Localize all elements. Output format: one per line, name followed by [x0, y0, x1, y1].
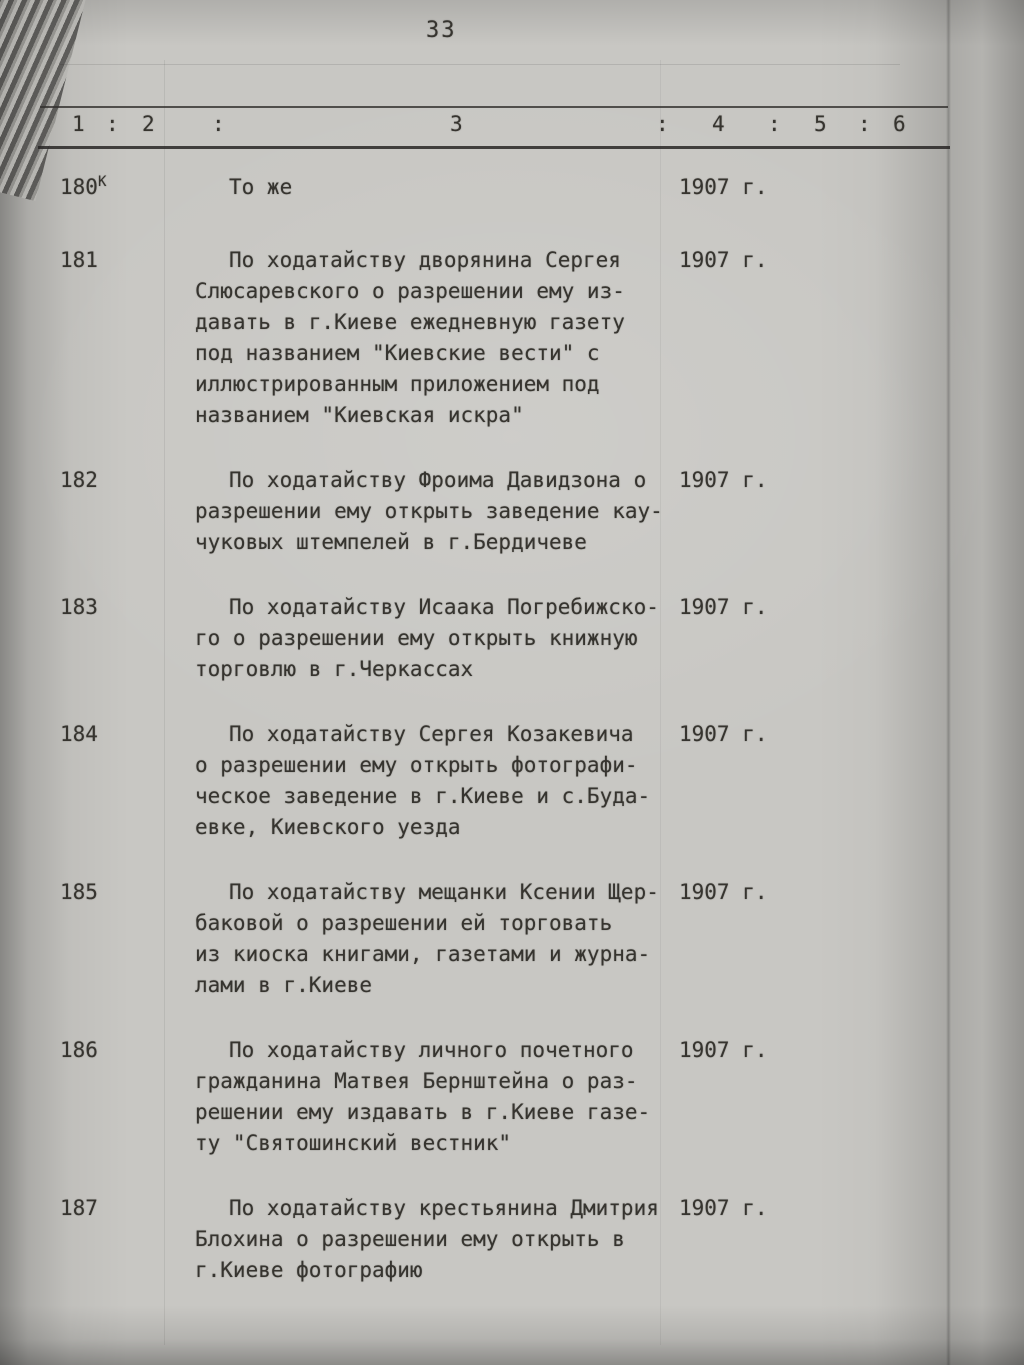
entry-text-line: евке, Киевского уезда: [195, 815, 461, 839]
table-header-rule-top: [40, 106, 948, 108]
entry-year: 1907 г.: [679, 880, 768, 904]
entry-row: [40, 719, 984, 843]
entry-text-line: иллюстрированным приложением под: [195, 372, 600, 396]
entry-number: [40, 1035, 195, 1159]
entry-row: [40, 1035, 984, 1159]
entry-text-line: из киоска книгами, газетами и журна-: [195, 942, 651, 966]
entry-text-line: По ходатайству мещанки Ксении Щер-: [229, 880, 659, 904]
entry-text-line: давать в г.Киеве ежедневную газету: [195, 310, 625, 334]
table-header-rule-bottom: [38, 146, 950, 149]
entry-text-line: По ходатайству крестьянина Дмитрия: [229, 1196, 659, 1220]
entry-number-text: 185: [60, 880, 98, 904]
entry-year: 1907 г.: [679, 175, 768, 199]
entry-text-line: под названием "Киевские вести" с: [195, 341, 600, 365]
entry-text-line: баковой о разрешении ей торговать: [195, 911, 613, 935]
entry-text-line: По ходатайству Сергея Козакевича: [229, 722, 634, 746]
entry-number: [40, 465, 195, 558]
entry-number: [40, 877, 195, 1001]
column-header: [0, 112, 1024, 146]
entry-number-text: 182: [60, 468, 98, 492]
column-separator: :: [212, 112, 225, 136]
entry-row: [40, 465, 984, 558]
column-number: 1: [72, 112, 85, 136]
entry-year: 1907 г.: [679, 1196, 768, 1220]
entry-body: [195, 465, 673, 558]
entry-year: 1907 г.: [679, 248, 768, 272]
entry-number-text: 180: [60, 175, 98, 199]
entry-number-sup: К: [97, 174, 107, 190]
entry-text-line: Слюсаревского о разрешении ему из-: [195, 279, 625, 303]
entry-number-text: 184: [60, 722, 98, 746]
entry-text-line: По ходатайству Фроима Давидзона о: [229, 468, 647, 492]
entry-text-line: торговлю в г.Черкассах: [195, 657, 474, 681]
column-separator: :: [858, 112, 871, 136]
entry-body: [195, 877, 673, 1001]
entry-number-text: 186: [60, 1038, 98, 1062]
entry-number: [40, 1193, 195, 1286]
entry-text-line: По ходатайству дворянина Сергея: [229, 248, 621, 272]
column-number: 6: [893, 112, 906, 136]
entry-text-line: о разрешении ему открыть фотографи-: [195, 753, 638, 777]
entry-text-line: ческое заведение в г.Киеве и с.Буда-: [195, 784, 651, 808]
column-number: 5: [814, 112, 827, 136]
entry-text-line: По ходатайству Исаака Погребижско-: [229, 595, 659, 619]
entry-year: 1907 г.: [679, 722, 768, 746]
entry-text-line: го о разрешении ему открыть книжную: [195, 626, 638, 650]
column-separator: :: [768, 112, 781, 136]
entry-row: [40, 245, 984, 431]
entry-year: 1907 г.: [679, 1038, 768, 1062]
faint-horizontal-rule: [60, 64, 900, 65]
entry-number-text: 187: [60, 1196, 98, 1220]
entry-text-line: Блохина о разрешении ему открыть в: [195, 1227, 625, 1251]
entry-text-line: гражданина Матвея Бернштейна о раз-: [195, 1069, 638, 1093]
entry-row: [40, 172, 984, 203]
entry-text-line: лами в г.Киеве: [195, 973, 373, 997]
page-number: 33: [426, 18, 457, 43]
entries: [40, 172, 984, 1320]
entry-number: [40, 592, 195, 685]
column-separator: :: [106, 112, 119, 136]
entry-text-line: разрешении ему открыть заведение кау-: [195, 499, 663, 523]
column-number: 4: [712, 112, 725, 136]
column-separator: :: [656, 112, 669, 136]
entry-text-line: То же: [229, 175, 293, 199]
entry-text-line: чуковых штемпелей в г.Бердичеве: [195, 530, 587, 554]
entry-text-line: г.Киеве фотографию: [195, 1258, 423, 1282]
entry-body: [195, 172, 673, 203]
column-number: 3: [450, 112, 463, 136]
entry-number: [40, 719, 195, 843]
entry-row: [40, 1193, 984, 1286]
book-page-edges: [0, 0, 91, 201]
entry-body: [195, 1193, 673, 1286]
entry-body: [195, 1035, 673, 1159]
entry-body: [195, 245, 673, 431]
entry-row: [40, 877, 984, 1001]
entry-number-text: 181: [60, 248, 98, 272]
entry-body: [195, 719, 673, 843]
entry-text-line: решении ему издавать в г.Киеве газе-: [195, 1100, 651, 1124]
entry-text-line: ту "Святошинский вестник": [195, 1131, 512, 1155]
entry-number-text: 183: [60, 595, 98, 619]
entry-row: [40, 592, 984, 685]
entry-number: [40, 245, 195, 431]
column-number: 2: [142, 112, 155, 136]
entry-body: [195, 592, 673, 685]
entry-number: [40, 172, 195, 203]
entry-text-line: названием "Киевская искра": [195, 403, 524, 427]
entry-text-line: По ходатайству личного почетного: [229, 1038, 634, 1062]
entry-year: 1907 г.: [679, 468, 768, 492]
entry-year: 1907 г.: [679, 595, 768, 619]
